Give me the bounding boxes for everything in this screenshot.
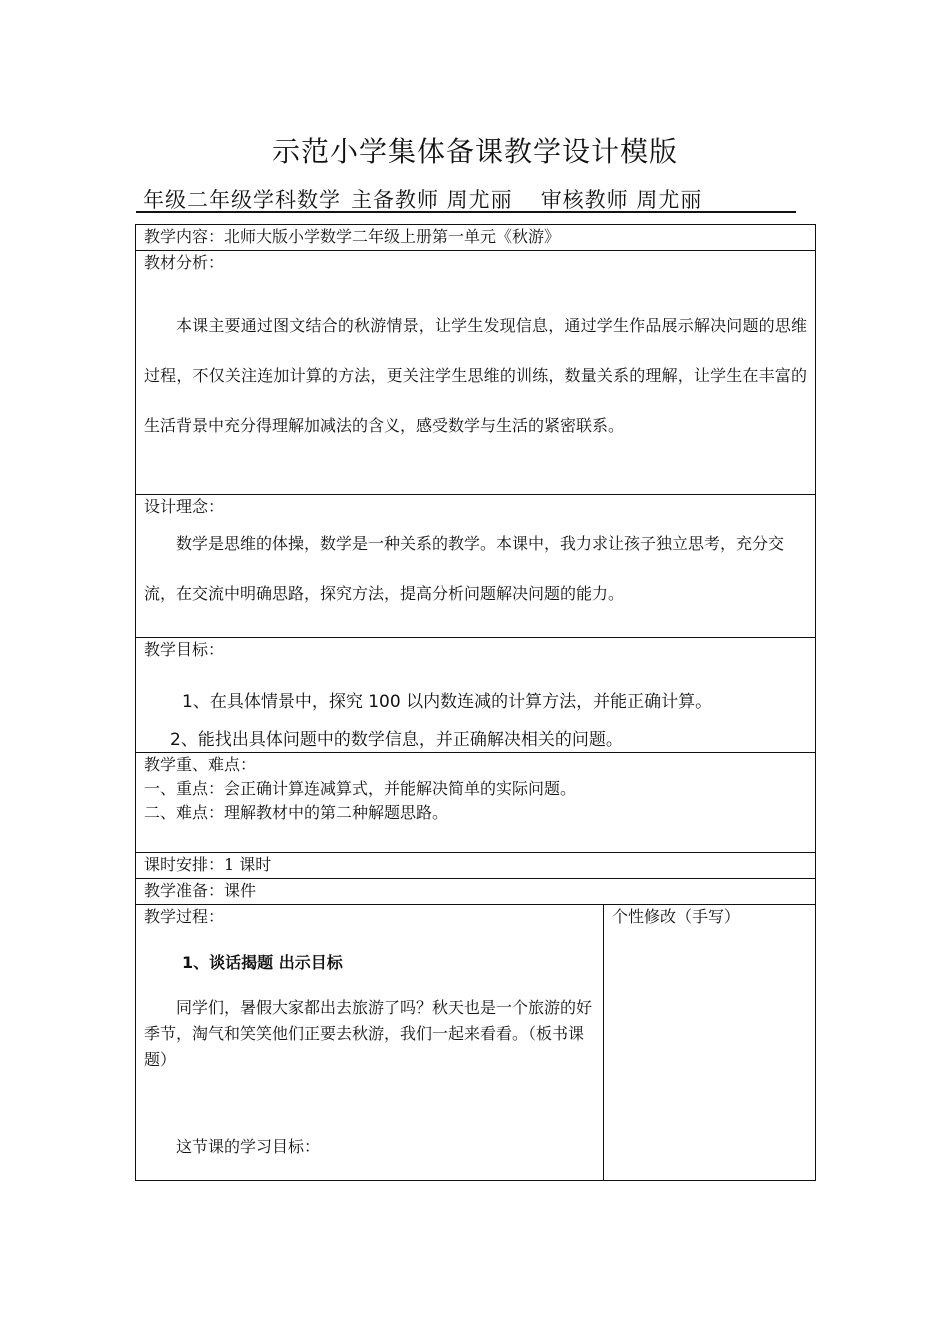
key-points-cell xyxy=(136,753,816,853)
content-cell xyxy=(136,225,816,251)
preparation-label: 教学准备：课件 xyxy=(144,881,257,900)
step-heading: 1、谈话揭题 出示目标 xyxy=(182,953,343,972)
process-cell xyxy=(136,905,604,1181)
difficult-point: 二、难点：理解教材中的第二种解题思路。 xyxy=(144,803,449,822)
header-underline xyxy=(136,211,796,213)
schedule-label: 课时安排：1 课时 xyxy=(144,855,272,874)
grade-subject: 年级二年级学科数学 xyxy=(143,188,341,212)
intro-text: 同学们，暑假大家都出去旅游了吗？秋天也是一个旅游的好季节，淘气和笑笑他们正要去秋游，我们一起来看看。（板书课题） xyxy=(144,998,593,1069)
process-label: 教学过程： xyxy=(144,907,225,926)
preparation-cell xyxy=(136,879,816,905)
revision-label: 个性修改（手写） xyxy=(612,907,741,926)
key-point: 一、重点：会正确计算连减算式，并能解决简单的实际问题。 xyxy=(144,779,577,798)
concept-text: 数学是思维的体操，数学是一种关系的教学。本课中，我力求让孩子独立思考，充分交流，在交流中明确思路，探究方法，提高分析问题解决问题的能力。 xyxy=(144,534,785,603)
concept-label: 设计理念： xyxy=(144,497,225,516)
goals-label: 教学目标： xyxy=(144,640,225,659)
goals-cell xyxy=(136,638,816,753)
goal-item: 1、在具体情景中，探究 100 以内数连减的计算方法，并能正确计算。 xyxy=(182,692,713,712)
content-label: 教学内容：北师大版小学数学二年级上册第一单元《秋游》 xyxy=(144,227,561,246)
analysis-label: 教材分析： xyxy=(144,253,225,272)
key-points-label: 教学重、难点： xyxy=(144,755,257,774)
revision-cell xyxy=(604,905,816,1181)
learning-target: 这节课的学习目标： xyxy=(176,1137,321,1156)
schedule-cell xyxy=(136,853,816,879)
document-title: 示范小学集体备课教学设计模版 xyxy=(271,135,678,168)
header-line xyxy=(143,184,803,214)
lead-teacher: 主备教师 周尤丽 xyxy=(351,188,513,212)
goal-item: 2、能找出具体问题中的数学信息，并正确解决相关的问题。 xyxy=(170,730,623,750)
lesson-plan-table xyxy=(135,224,816,1181)
analysis-cell xyxy=(136,251,816,495)
concept-cell xyxy=(136,495,816,638)
reviewer: 审核教师 周尤丽 xyxy=(540,188,703,212)
analysis-text: 本课主要通过图文结合的秋游情景，让学生发现信息，通过学生作品展示解决问题的思维过程，不仅关注连加计算的方法，更关注学生思维的训练，数量关系的理解，让学生在丰富的生活背景中充分得理解加减法的含义，感受数学与生活的紧密联系。 xyxy=(144,316,808,435)
